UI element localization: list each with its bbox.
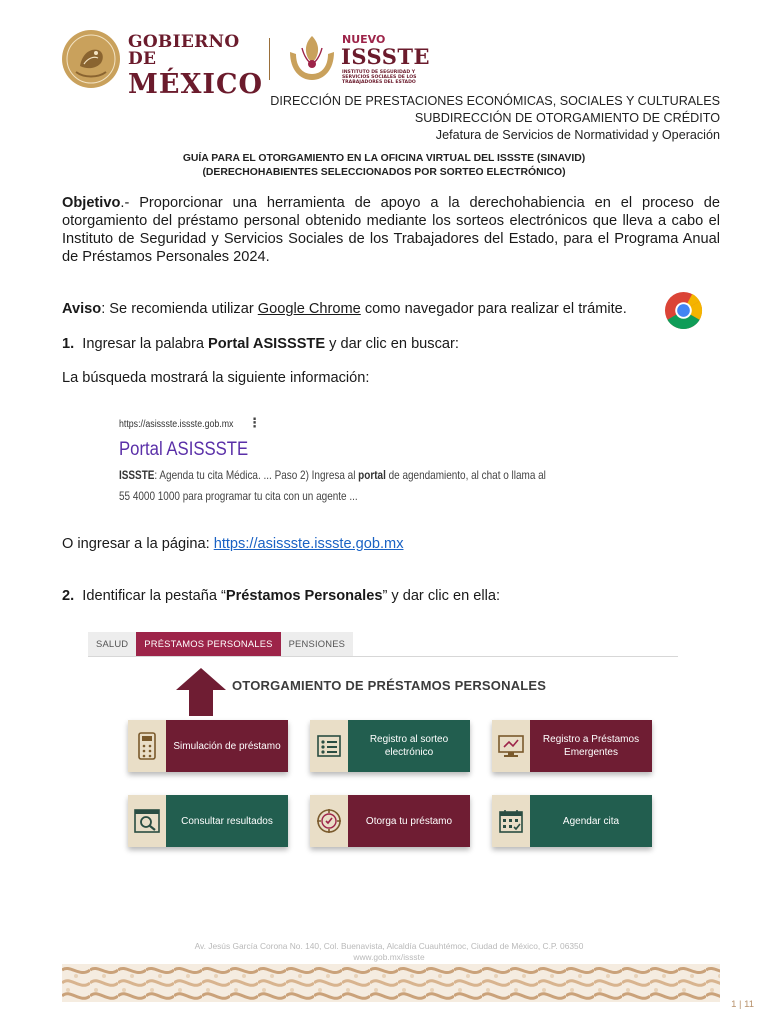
browser-name: Google Chrome [257,301,361,317]
snippet-bold: portal [358,468,386,482]
issste-logo [284,28,444,90]
step2-before: Identificar la pestaña “ [82,588,226,604]
title-line2: (DERECHOHABIENTES SELECCIONADOS POR SORTEO ELECTRÓNICO) [202,167,566,178]
search-result-snippet [119,465,551,507]
snippet-bold: ISSSTE [119,468,155,482]
section-title: OTORGAMIENTO DE PRÉSTAMOS PERSONALES [232,678,547,693]
card-label: Registro a Préstamos Emergentes [530,720,652,772]
step1-paragraph [62,335,720,353]
issste-nuevo: NUEVO [342,33,386,46]
dependency-line: DIRECCIÓN DE PRESTACIONES ECONÓMICAS, SOCIALES Y CULTURALES [270,94,720,108]
step2-after: ” y dar clic en ella: [382,588,501,604]
card-label: Agendar cita [530,795,652,847]
notice-label: Aviso [62,301,102,317]
snippet-text: : Agenda tu cita Médica. ... Paso 2) Ingresa al [154,468,359,482]
step1-bold: Portal ASISSSTE [208,336,326,352]
objective-label: Objetivo [62,195,121,211]
footer-web: www.gob.mx/issste [353,952,425,962]
portal-link[interactable]: https://asissste.issste.gob.mx [213,536,404,552]
gobierno-wordmark [128,34,263,98]
card-registro-sorteo[interactable] [310,720,470,772]
chrome-icon [664,291,703,330]
tab-prestamos-personales[interactable]: PRÉSTAMOS PERSONALES [136,632,280,656]
snippet-line2: 55 4000 1000 para programar tu cita con un agente ... [119,489,358,503]
objective-paragraph [62,194,720,266]
card-label: Registro al sorteo electrónico [348,720,470,772]
magnifier-window-icon [133,808,161,834]
card-label: Simulación de préstamo [166,720,288,772]
footer [0,941,768,963]
page-number: 1 | 11 [731,999,754,1010]
gob-line2: MÉXICO [128,69,264,100]
card-consultar-resultados[interactable] [128,795,288,847]
seal-icon [315,807,343,835]
dependency-line: SUBDIRECCIÓN DE OTORGAMIENTO DE CRÉDITO [414,111,720,125]
up-arrow-icon [176,668,226,716]
snippet-text: de agendamiento, al chat o llama al [385,468,546,482]
search-result-card [107,410,546,510]
decorative-pattern-band [62,964,720,1002]
dependency-line: Jefatura de Servicios de Normatividad y Operación [435,128,720,142]
tab-salud[interactable]: SALUD [88,632,136,656]
tab-pensiones[interactable]: PENSIONES [281,632,354,656]
card-label: Otorga tu préstamo [348,795,470,847]
objective-text: Proporcionar una herramienta de apoyo a la derechohabiencia en el proceso de otorgamiento del préstamo personal obtenido mediante los sorteos electrónicos que lleva a cabo el Instituto de Seguridad y Servicios Sociales de los Trabajadores del Estado, para el Programa Anual de Préstamos Personales 2024. [62,195,720,265]
search-result-url: https://asissste.issste.gob.mx [119,419,234,430]
issste-hands-icon [284,28,340,84]
issste-subtitle: INSTITUTO DE SEGURIDAD Y SERVICIOS SOCIALES DE LOS TRABAJADORES DEL ESTADO [342,70,417,86]
tab-underline [88,656,678,657]
calculator-icon [136,731,158,761]
portal-tab-bar [88,632,353,656]
gob-line1: GOBIERNO DE [128,32,240,69]
step1-num: 1. [62,336,75,352]
national-seal-icon [60,28,122,90]
document-title [0,152,768,180]
card-label: Consultar resultados [166,795,288,847]
notice-paragraph [62,300,720,318]
step2-paragraph [62,587,720,605]
card-otorga-prestamo[interactable] [310,795,470,847]
search-result-title[interactable]: Portal ASISSSTE [119,439,249,460]
register-form-icon [316,733,342,759]
notice-before: : Se recomienda utilizar [101,301,258,317]
card-simulacion-prestamo[interactable] [128,720,288,772]
notice-after: como navegador para realizar el trámite. [360,301,627,317]
step2-num: 2. [62,588,75,604]
alt-link-paragraph [62,535,720,553]
gobierno-de-mexico-logo [60,26,264,100]
calendar-icon [498,808,524,834]
step1-before: Ingresar la palabra [82,336,209,352]
logo-divider [269,38,270,80]
alt-link-before: O ingresar a la página: [62,536,214,552]
issste-name: ISSSTE [341,44,431,69]
objective-sep: .- [120,195,140,211]
search-intro: La búsqueda mostrará la siguiente información: [62,370,370,386]
card-agendar-cita[interactable] [492,795,652,847]
dependency-header [270,93,720,144]
monitor-icon [497,733,525,759]
title-line1: GUÍA PARA EL OTORGAMIENTO EN LA OFICINA VIRTUAL DEL ISSSTE (SINAVID) [182,153,586,164]
card-prestamos-emergentes[interactable] [492,720,652,772]
more-options-icon: ⋮ [248,416,261,431]
footer-address: Av. Jesús García Corona No. 140, Col. Buenavista, Alcaldía Cuauhtémoc, Ciudad de México, C.P. 06350 [194,941,584,951]
step2-bold: Préstamos Personales [225,588,383,604]
step1-after: y dar clic en buscar: [325,336,459,352]
